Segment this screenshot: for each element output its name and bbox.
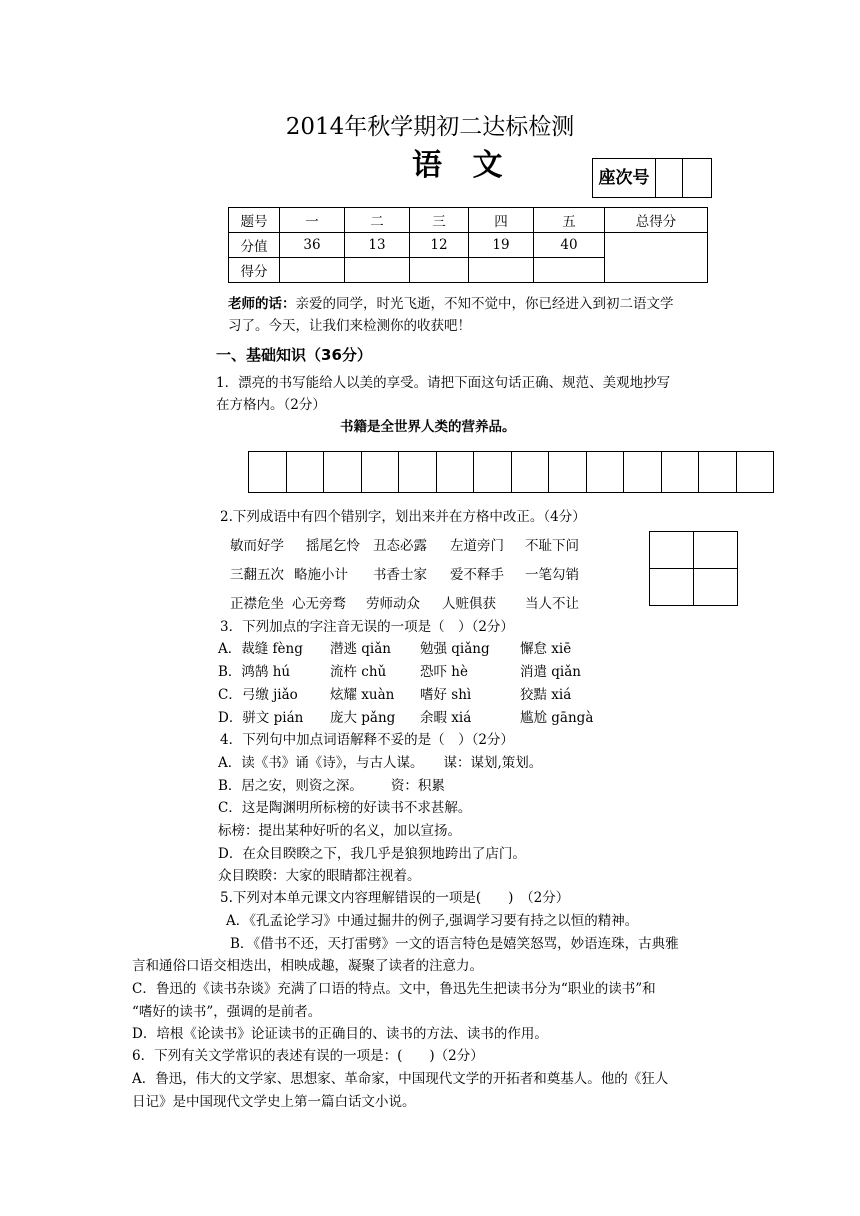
option-word: 潜逃 qiǎn [330, 641, 391, 657]
writing-cell[interactable] [586, 452, 624, 493]
points-cell: 12 [410, 233, 469, 258]
writing-cell[interactable] [511, 452, 549, 493]
correction-cell[interactable] [650, 532, 694, 569]
question-1-line2: 在方格内。（2分） [216, 397, 326, 413]
points-cell: 13 [345, 233, 410, 258]
question-6-stem: 6．下列有关文学常识的表述有误的一项是：( )（2分） [132, 1048, 484, 1064]
teacher-note-line1 [228, 295, 674, 313]
writing-cell[interactable] [249, 452, 287, 493]
idiom: 左道旁门 [450, 538, 504, 554]
idiom: 当人不让 [525, 596, 579, 612]
option-word: 炫耀 xuàn [330, 687, 395, 703]
option-word: 余暇 xiá [420, 710, 472, 726]
points-cell: 19 [469, 233, 534, 258]
option-note: 资：积累 [390, 778, 445, 794]
points-cell: 40 [534, 233, 605, 258]
column-header: 三 [410, 208, 469, 233]
column-header: 二 [345, 208, 410, 233]
column-header: 一 [280, 208, 345, 233]
option-c-cont: “嗜好的读书”，强调的是前者。 [132, 1004, 322, 1020]
option-c: C．这是陶渊明所标榜的好读书不求甚解。 [218, 800, 472, 816]
seat-number-box [592, 158, 712, 198]
option-a [218, 754, 542, 772]
option-word: 流杵 chǔ [330, 664, 387, 680]
score-cell[interactable] [345, 258, 410, 283]
exam-title: 2014年秋学期初二达标检测 [285, 114, 575, 140]
question-5-stem: 5.下列对本单元课文内容理解错误的一项是( ) （2分） [220, 890, 570, 906]
idiom: 书香士家 [373, 567, 427, 583]
writing-cell[interactable] [361, 452, 399, 493]
option-text: B．居之安，则资之深。 [218, 778, 363, 794]
row-label-score: 得分 [229, 258, 280, 283]
writing-cell[interactable] [436, 452, 474, 493]
option-b-cont: 言和通俗口语交相迭出，相映成趣，凝聚了读者的注意力。 [132, 958, 483, 974]
option-d: D．骈文 pián [218, 710, 304, 726]
correction-cell[interactable] [694, 532, 738, 569]
row-label-points: 分值 [229, 233, 280, 258]
option-a: A．鲁迅，伟大的文学家、思想家、革命家，中国现代文学的开拓者和奠基人。他的《狂人 [132, 1071, 669, 1087]
option-word: 懈怠 xiē [520, 641, 572, 657]
writing-cell[interactable] [324, 452, 362, 493]
section-heading: 一、基础知识（36分） [216, 346, 372, 364]
option-b [218, 777, 445, 795]
teacher-note-line2: 习了。今天，让我们来检测你的收获吧！ [228, 318, 471, 334]
subject-title: 语 文 [412, 148, 513, 183]
option-c: C．鲁迅的《读书杂谈》充满了口语的特点。文中，鲁迅先生把读书分为“职业的读书”和 [132, 981, 656, 997]
column-header: 四 [469, 208, 534, 233]
writing-cell[interactable] [624, 452, 662, 493]
correction-grid [649, 531, 738, 606]
idiom: 丑态必露 [373, 538, 427, 554]
question-4-stem: 4．下列句中加点词语解释不妥的是（ ）（2分） [220, 732, 514, 748]
total-score-cell[interactable] [605, 233, 708, 283]
option-text: A．读《书》诵《诗》，与古人谋。 [218, 755, 424, 771]
column-header: 五 [534, 208, 605, 233]
score-cell[interactable] [469, 258, 534, 283]
option-c: C．弓缴 jiǎo [218, 687, 298, 703]
option-d-note: 众目睽睽：大家的眼睛都注视着。 [218, 868, 421, 884]
option-b: B．《借书不还，天打雷劈》一文的语言特色是嬉笑怒骂，妙语连珠，古典雅 [230, 936, 679, 952]
correction-cell[interactable] [694, 569, 738, 606]
idiom: 摇尾乞怜 [306, 538, 360, 554]
option-a: A．《孔孟论学习》中通过掘井的例子,强调学习要有持之以恒的精神。 [226, 913, 639, 929]
idiom: 爱不释手 [450, 567, 504, 583]
option-word: 尴尬 gāngà [520, 710, 594, 726]
score-cell[interactable] [280, 258, 345, 283]
idiom: 敏而好学 [230, 538, 284, 554]
copy-sentence: 书籍是全世界人类的营养品。 [340, 419, 516, 435]
score-cell[interactable] [534, 258, 605, 283]
score-cell[interactable] [410, 258, 469, 283]
option-a-cont: 日记》是中国现代文学史上第一篇白话文小说。 [132, 1094, 416, 1110]
seat-number-cell [655, 159, 683, 197]
teacher-note-label: 老师的话： [228, 296, 296, 312]
idiom: 略施小计 [294, 567, 348, 583]
option-a: A．裁缝 fèng [218, 641, 303, 657]
option-d: D．在众目睽睽之下，我几乎是狼狈地跨出了店门。 [218, 846, 526, 862]
option-word: 嗜好 shì [420, 687, 472, 703]
option-word: 庞大 pǎng [330, 710, 396, 726]
table-row [229, 233, 708, 258]
writing-cell[interactable] [474, 452, 512, 493]
option-word: 消遣 qiǎn [520, 664, 581, 680]
idiom: 正襟危坐 [230, 596, 284, 612]
writing-cell[interactable] [661, 452, 699, 493]
idiom: 心无旁骛 [292, 596, 346, 612]
row-label-number: 题号 [229, 208, 280, 233]
idiom: 人赃俱获 [442, 596, 496, 612]
writing-cell[interactable] [699, 452, 737, 493]
correction-cell[interactable] [650, 569, 694, 606]
option-note: 谋：谋划,策划。 [443, 755, 543, 771]
score-table [228, 207, 708, 283]
writing-grid [248, 451, 774, 493]
idiom: 一笔勾销 [525, 567, 579, 583]
question-2-stem: 2.下列成语中有四个错别字，划出来并在方格中改正。（4分） [220, 509, 586, 525]
writing-cell[interactable] [549, 452, 587, 493]
idiom: 三翻五次 [230, 567, 284, 583]
question-3-stem: 3．下列加点的字注音无误的一项是（ ）（2分） [220, 619, 514, 635]
seat-number-label: 座次号 [593, 159, 656, 197]
option-c-note: 标榜：提出某种好听的名义，加以宣扬。 [218, 823, 461, 839]
question-1-line1: 1．漂亮的书写能给人以美的享受。请把下面这句话正确、规范、美观地抄写 [216, 375, 671, 391]
points-cell: 36 [280, 233, 345, 258]
table-row [229, 208, 708, 233]
writing-cell[interactable] [736, 452, 774, 493]
option-d: D．培根《论读书》论证读书的正确目的、读书的方法、读书的作用。 [132, 1026, 548, 1042]
option-word: 恐吓 hè [420, 664, 468, 680]
option-word: 勉强 qiǎng [420, 641, 490, 657]
idiom: 劳师动众 [366, 596, 420, 612]
writing-cell[interactable] [286, 452, 324, 493]
idiom: 不耻下问 [525, 538, 579, 554]
total-score-header: 总得分 [605, 208, 708, 233]
option-word: 狡黠 xiá [520, 687, 572, 703]
option-b: B．鸿鹄 hú [218, 664, 291, 680]
writing-cell[interactable] [399, 452, 437, 493]
teacher-note-text: 亲爱的同学，时光飞逝，不知不觉中，你已经进入到初二语文学 [295, 296, 674, 312]
